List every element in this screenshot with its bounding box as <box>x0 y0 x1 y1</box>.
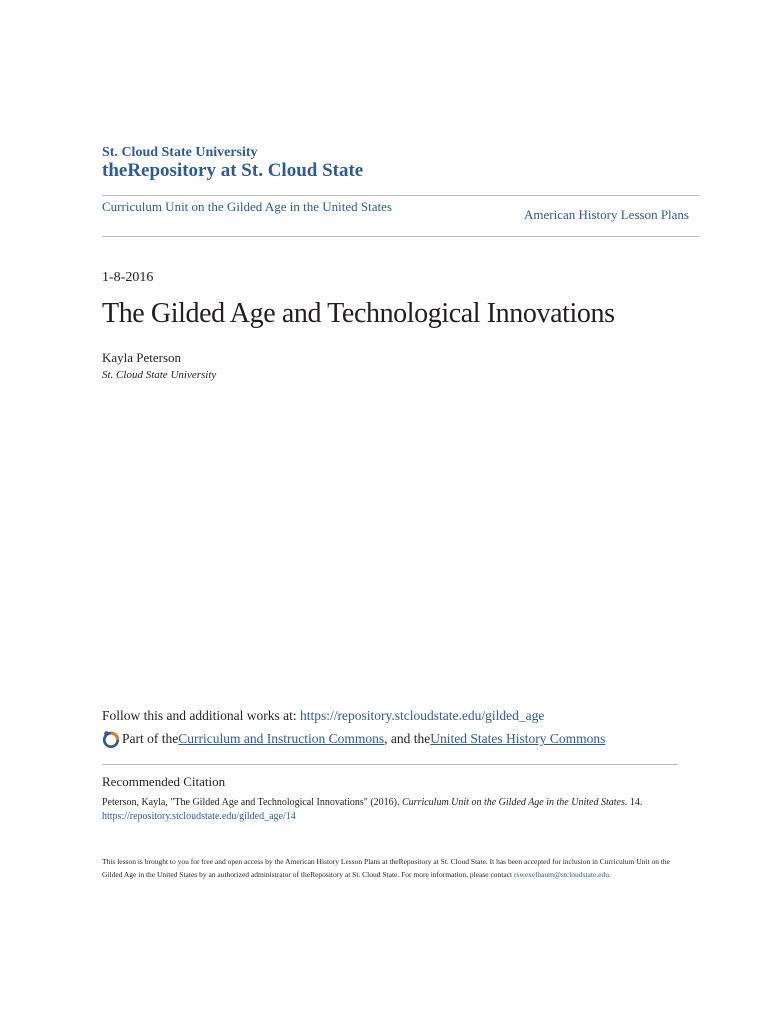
network-commons-icon <box>102 730 120 748</box>
history-commons-link[interactable]: United States History Commons <box>430 731 606 746</box>
notice-end: . <box>609 870 611 879</box>
citation-series: Curriculum Unit on the Gilded Age in the United States <box>402 797 625 808</box>
part-of-label: Part of the <box>122 731 179 746</box>
citation-heading: Recommended Citation <box>102 774 226 789</box>
divider <box>102 764 678 765</box>
part-of-line <box>102 730 605 748</box>
notice-text: This lesson is brought to you for free and open access by the American History Lesson Plans at theRepository at St. Cloud State. It has been accepted for inclusion in Curriculum Unit on the Gilded Age in the United States by an authorized administrator of theRepository at St. Cloud State. For more information, please contact <box>102 857 671 879</box>
citation-url-link[interactable]: https://repository.stcloudstate.edu/gilded_age/14 <box>102 811 296 822</box>
collection-url-link[interactable]: https://repository.stcloudstate.edu/gilded_age <box>300 708 545 723</box>
article-title: The Gilded Age and Technological Innovations <box>102 298 615 329</box>
citation-tail: . 14. <box>624 797 643 808</box>
citation-body: Peterson, Kayla, "The Gilded Age and Technological Innovations" (2016). <box>102 797 402 808</box>
publication-date: 1-8-2016 <box>102 270 154 285</box>
contact-email-link[interactable]: rswexelbaum@stcloudstate.edu <box>514 870 610 879</box>
author-affiliation: St. Cloud State University <box>102 369 217 381</box>
divider <box>102 195 700 196</box>
repository-link[interactable]: theRepository at St. Cloud State <box>102 160 364 181</box>
follow-line <box>102 708 544 724</box>
access-notice <box>102 855 672 881</box>
university-name: St. Cloud State University <box>102 145 258 160</box>
series-link[interactable]: Curriculum Unit on the Gilded Age in the United States <box>102 199 392 214</box>
divider <box>102 236 700 237</box>
author-name: Kayla Peterson <box>102 350 182 365</box>
collection-link[interactable]: American History Lesson Plans <box>523 207 689 222</box>
curriculum-commons-link[interactable]: Curriculum and Instruction Commons <box>178 731 385 746</box>
follow-label: Follow this and additional works at: <box>102 708 300 723</box>
and-the-label: , and the <box>384 731 431 746</box>
citation-text <box>102 796 672 824</box>
